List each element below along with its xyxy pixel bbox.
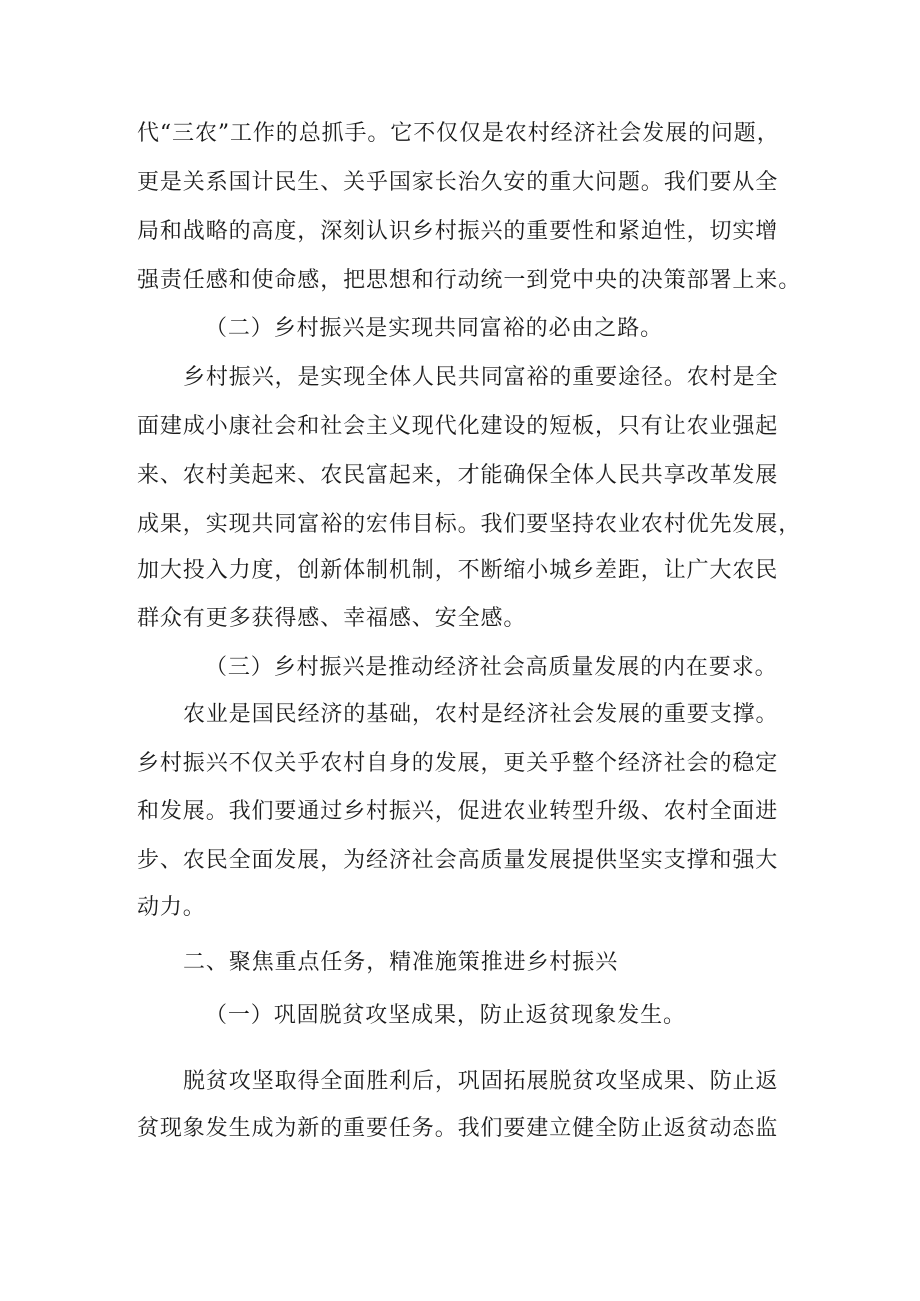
text-line: 脱贫攻坚取得全面胜利后，巩固拓展脱贫攻坚成果、防止返 — [183, 1069, 779, 1094]
section-heading: （一）巩固脱贫攻坚成果，防止返贫现象发生。 — [205, 1003, 686, 1028]
text-line: 和发展。我们要通过乡村振兴，促进农业转型升级、农村全面进 — [137, 799, 779, 824]
text-line: 乡村振兴，是实现全体人民共同富裕的重要途径。农村是全 — [183, 365, 779, 390]
text-line: 步、农民全面发展，为经济社会高质量发展提供坚实支撑和强大 — [137, 848, 779, 873]
chapter-heading: 二、聚焦重点任务，精准施策推进乡村振兴 — [183, 950, 619, 975]
text-line: 代“三农”工作的总抓手。它不仅仅是农村经济社会发展的问题， — [137, 121, 780, 146]
text-line: 来、农村美起来、农民富起来，才能确保全体人民共享改革发展 — [137, 463, 779, 488]
text-line: 成果，实现共同富裕的宏伟目标。我们要坚持农业农村优先发展， — [137, 512, 802, 537]
section-heading: （二）乡村振兴是实现共同富裕的必由之路。 — [205, 316, 664, 341]
text-line: 农业是国民经济的基础，农村是经济社会发展的重要支撑。 — [183, 702, 779, 727]
text-line: 面建成小康社会和社会主义现代化建设的短板，只有让农业强起 — [137, 414, 779, 439]
text-line: 群众有更多获得感、幸福感、安全感。 — [137, 606, 527, 631]
text-line: 贫现象发生成为新的重要任务。我们要建立健全防止返贫动态监 — [137, 1116, 779, 1141]
text-line: 加大投入力度，创新体制机制，不断缩小城乡差距，让广大农民 — [137, 558, 779, 583]
text-line: 强责任感和使命感，把思想和行动统一到党中央的决策部署上来。 — [137, 268, 802, 293]
text-line: 局和战略的高度，深刻认识乡村振兴的重要性和紧迫性，切实增 — [137, 219, 779, 244]
section-heading: （三）乡村振兴是推动经济社会高质量发展的内在要求。 — [205, 655, 778, 680]
text-line: 更是关系国计民生、关乎国家长治久安的重大问题。我们要从全 — [137, 170, 779, 195]
text-line: 乡村振兴不仅关乎农村自身的发展，更关乎整个经济社会的稳定 — [137, 751, 779, 776]
text-line: 动力。 — [137, 895, 206, 920]
